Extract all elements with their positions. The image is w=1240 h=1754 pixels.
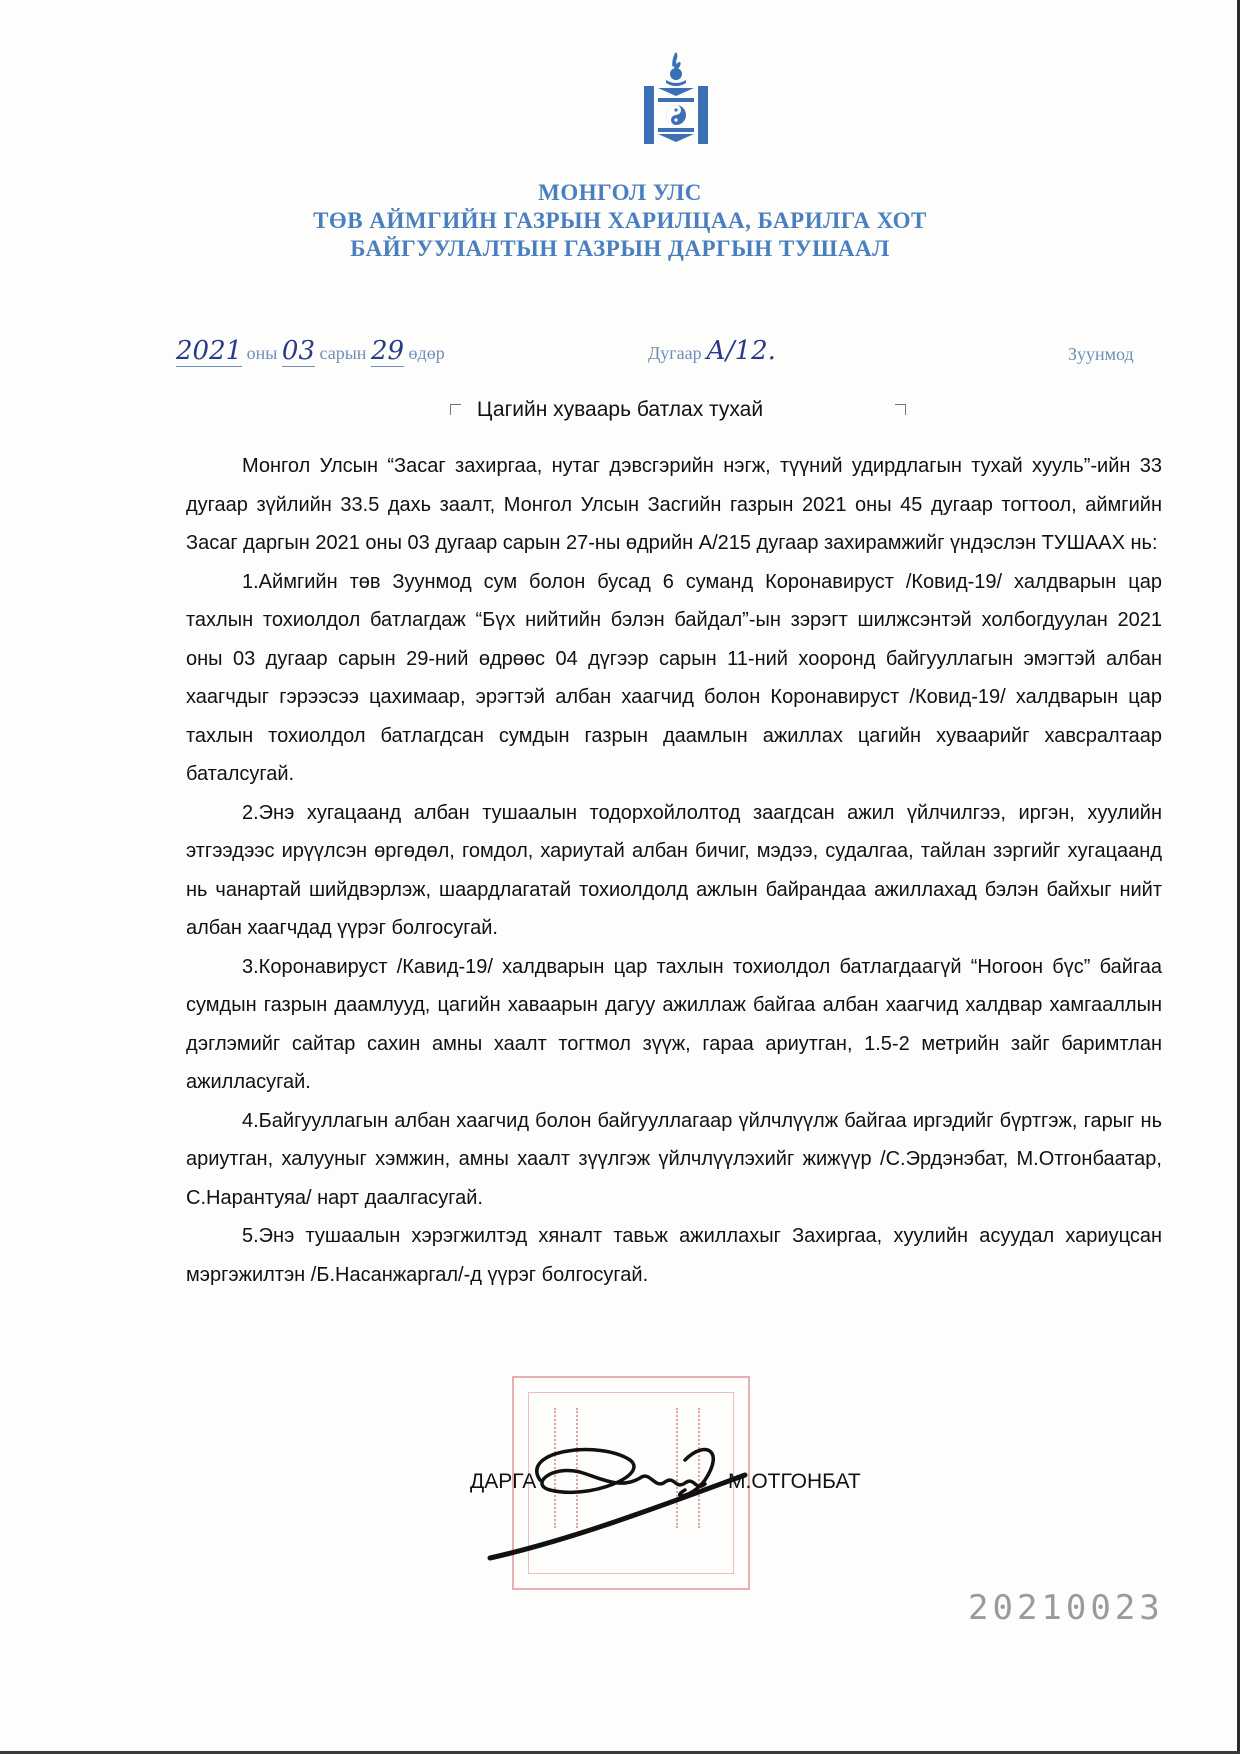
signatory-position: ДАРГА [470,1470,537,1493]
handwritten-signature [480,1420,750,1570]
date-day-label: өдөр [408,343,445,363]
header-organization: ТӨВ АЙМГИЙН ГАЗРЫН ХАРИЛЦАА, БАРИЛГА ХОТ [313,208,927,233]
order-item-5: 5.Энэ тушаалын хэрэгжилтэд хяналт тавьж ажиллахыг Захиргаа, хуулийн асуудал хариуцсан мэргэжилтэн /Б.Насанжаргал/-д үүрэг болгосугай. [186,1225,1162,1286]
order-item-3: 3.Коронавируст /Кавид-19/ халдварын цар тахлын тохиолдол батлагдаагүй “Ногоон бүс” байгаа сумдын газрын даамлууд, цагийн хаваарын дагуу ажиллаж байгаа албан хаагчид халдвар хамгааллын дэглэмийг сайтар сахин амны хаалт тогтмол зүүж, гараа ариутган, 1.5-2 метрийн зайг баримтлан ажилласугай. [186,955,1162,1093]
title-corner-right [895,404,906,415]
number-label: Дугаар [648,343,702,363]
date-month-handwritten: 03 [281,336,315,366]
document-date [176,336,445,367]
date-year-handwritten: 2021 [176,336,243,366]
header-document-type: БАЙГУУЛАЛТЫН ГАЗРЫН ДАРГЫН ТУШААЛ [350,236,890,261]
order-item-2: 2.Энэ хугацаанд албан тушаалын тодорхойлолтод заагдсан ажил үйлчилгээ, иргэн, хуулийн этгээдээс ирүүлсэн өргөдөл, гомдол, хариутай албан бичиг, мэдээ, судалгаа, тайлан зэргийг хугацаанд нь чанартай шийдвэрлэж, шаардлагатай тохиолдолд ажлын байрандаа ажиллахад бэлэн байхыг нийт албан хаагчдад үүрэг болгосугай. [186,801,1162,939]
document-title: Цагийн хуваарь батлах тухай [476,398,764,421]
registration-number: 20210023 [968,1588,1164,1628]
header-country: МОНГОЛ УЛС [538,180,702,205]
document-place: Зуунмод [1068,344,1134,364]
soyombo-emblem-icon [644,52,708,144]
signatory-name: М.ОТГОНБАТ [728,1470,861,1493]
number-handwritten: А/12. [706,336,776,366]
document-body [186,447,1162,1294]
order-item-1: 1.Аймгийн төв Зуунмод сум болон бусад 6 суманд Коронавируст /Ковид-19/ халдварын цар тахлын тохиолдол батлагдаж “Бүх нийтийн бэлэн байдал”-ын зэрэгт шилжсэнтэй холбогдуулан 2021 оны 03 дугаар сарын 29-ний өдрөөс 04 дүгээр сарын 11-ний хооронд байгууллагын эмэгтэй албан хаагчдыг гэрээсээ цахимаар, эрэгтэй албан хаагчид болон Коронавируст /Ковид-19/ халдварын цар тахлын тохиолдол батлагдсан сумдын газрын даамлын ажиллах цагийн хуваарийг хавсралтаар баталсугай. [186,570,1162,785]
preamble-paragraph: Монгол Улсын “Засаг захиргаа, нутаг дэвсгэрийн нэгж, түүний удирдлагын тухай хууль”-ийн 33 дугаар зүйлийн 33.5 дахь заалт, Монгол Улсын Засгийн газрын 2021 оны 45 дугаар тогтоол, аймгийн Засаг даргын 2021 оны 03 дугаар сарын 27-ны өдрийн А/215 дугаар захирамжийг үндэслэн ТУШААХ нь: [186,455,1162,554]
document-meta [0,336,1240,376]
date-year-label: оны [246,343,278,363]
date-day-handwritten: 29 [370,336,405,366]
date-month-label: сарын [319,343,367,363]
document-number [648,336,776,366]
order-item-4: 4.Байгууллагын албан хаагчид болон байгууллагаар үйлчлүүлж байгаа иргэдийг бүртгэж, гарыг нь ариутган, халууныг хэмжин, амны хаалт зүүлгэж үйлчлүүлэхийг жижүүр /С.Эрдэнэбат, М.Отгонбаатар, С.Нарантуяа/ нарт даалгасугай. [186,1109,1162,1209]
